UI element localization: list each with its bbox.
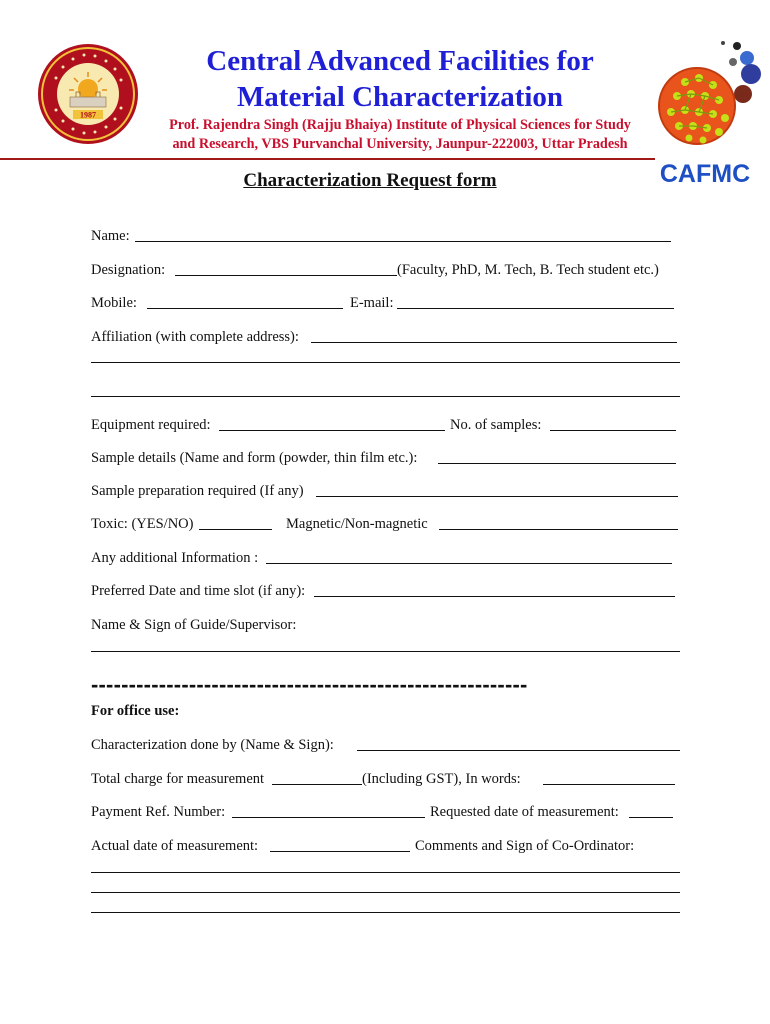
additional-info-label: Any additional Information :	[91, 550, 259, 566]
name-label: Name:	[91, 228, 130, 244]
actual-date-row	[91, 836, 681, 858]
actual-date-label: Actual date of measurement:	[91, 838, 259, 854]
total-charge-row	[91, 769, 681, 791]
comments-line-3[interactable]	[91, 912, 680, 913]
mobile-email-row	[91, 293, 681, 315]
equipment-field[interactable]	[219, 430, 445, 431]
designation-label: Designation:	[91, 262, 166, 278]
preferred-date-field[interactable]	[314, 596, 675, 597]
magnetic-label: Magnetic/Non-magnetic	[286, 516, 428, 532]
seal-year: 1987	[80, 110, 96, 120]
sample-prep-label: Sample preparation required (If any)	[91, 483, 304, 499]
payment-ref-field[interactable]	[232, 817, 425, 818]
done-by-field[interactable]	[357, 750, 680, 751]
header-subtitle-line-2: and Research, VBS Purvanchal University, Jaunpur-222003, Uttar Pradesh	[172, 136, 628, 152]
done-by-label: Characterization done by (Name & Sign):	[91, 737, 334, 753]
sample-details-row	[91, 448, 681, 470]
preferred-date-label: Preferred Date and time slot (if any):	[91, 583, 306, 599]
affiliation-line-3[interactable]	[91, 396, 680, 397]
affiliation-line-2[interactable]	[91, 362, 680, 363]
cafmc-logo	[655, 38, 765, 188]
header-title-line-2: Material Characterization	[236, 81, 564, 113]
cafmc-logo-text: CAFMC	[659, 160, 751, 188]
header-title-line-1: Central Advanced Facilities for	[206, 45, 594, 77]
magnetic-field[interactable]	[439, 529, 678, 530]
actual-date-field[interactable]	[270, 851, 410, 852]
guide-row	[91, 615, 681, 637]
comments-line-2[interactable]	[91, 892, 680, 893]
payment-ref-label: Payment Ref. Number:	[91, 804, 226, 820]
office-use-heading: For office use:	[91, 703, 180, 719]
total-charge-field[interactable]	[272, 784, 362, 785]
name-row	[91, 226, 681, 248]
mobile-label: Mobile:	[91, 295, 137, 311]
payment-ref-row	[91, 802, 681, 824]
sample-details-label: Sample details (Name and form (powder, thin film etc.):	[91, 450, 418, 466]
sample-prep-row	[91, 481, 681, 503]
affiliation-row	[91, 327, 681, 349]
toxic-magnetic-row	[91, 514, 681, 536]
name-field[interactable]	[135, 241, 671, 242]
samples-field[interactable]	[550, 430, 676, 431]
toxic-field[interactable]	[199, 529, 272, 530]
designation-field[interactable]	[175, 275, 397, 276]
mobile-field[interactable]	[147, 308, 343, 309]
done-by-row	[91, 735, 681, 757]
designation-hint: (Faculty, PhD, M. Tech, B. Tech student etc.)	[397, 262, 659, 278]
preferred-date-row	[91, 581, 681, 603]
sample-details-field[interactable]	[438, 463, 676, 464]
including-gst-label: (Including GST), In words:	[362, 771, 521, 787]
designation-row	[91, 260, 681, 282]
comments-line-1[interactable]	[91, 872, 680, 873]
requested-date-field[interactable]	[629, 817, 673, 818]
university-seal-logo	[36, 42, 140, 146]
affiliation-label: Affiliation (with complete address):	[91, 329, 299, 345]
guide-field[interactable]	[91, 651, 680, 652]
email-label: E-mail:	[350, 295, 394, 311]
sample-prep-field[interactable]	[316, 496, 678, 497]
header-subtitle-line-1: Prof. Rajendra Singh (Rajju Bhaiya) Institute of Physical Sciences for Study	[169, 117, 631, 133]
affiliation-field[interactable]	[311, 342, 677, 343]
header-divider	[0, 158, 655, 160]
equipment-label: Equipment required:	[91, 417, 211, 433]
form-title: Characterization Request form	[243, 170, 497, 191]
samples-label: No. of samples:	[450, 417, 542, 433]
additional-info-field[interactable]	[266, 563, 672, 564]
charge-in-words-field[interactable]	[543, 784, 675, 785]
equipment-row	[91, 415, 681, 437]
total-charge-label: Total charge for measurement	[91, 771, 265, 787]
comments-label: Comments and Sign of Co-Ordinator:	[415, 838, 635, 854]
guide-label: Name & Sign of Guide/Supervisor:	[91, 617, 297, 633]
requested-date-label: Requested date of measurement:	[430, 804, 619, 820]
office-separator: ----------------------------------------------------------	[91, 672, 528, 697]
email-field[interactable]	[397, 308, 674, 309]
additional-info-row	[91, 548, 681, 570]
toxic-label: Toxic: (YES/NO)	[91, 516, 194, 532]
